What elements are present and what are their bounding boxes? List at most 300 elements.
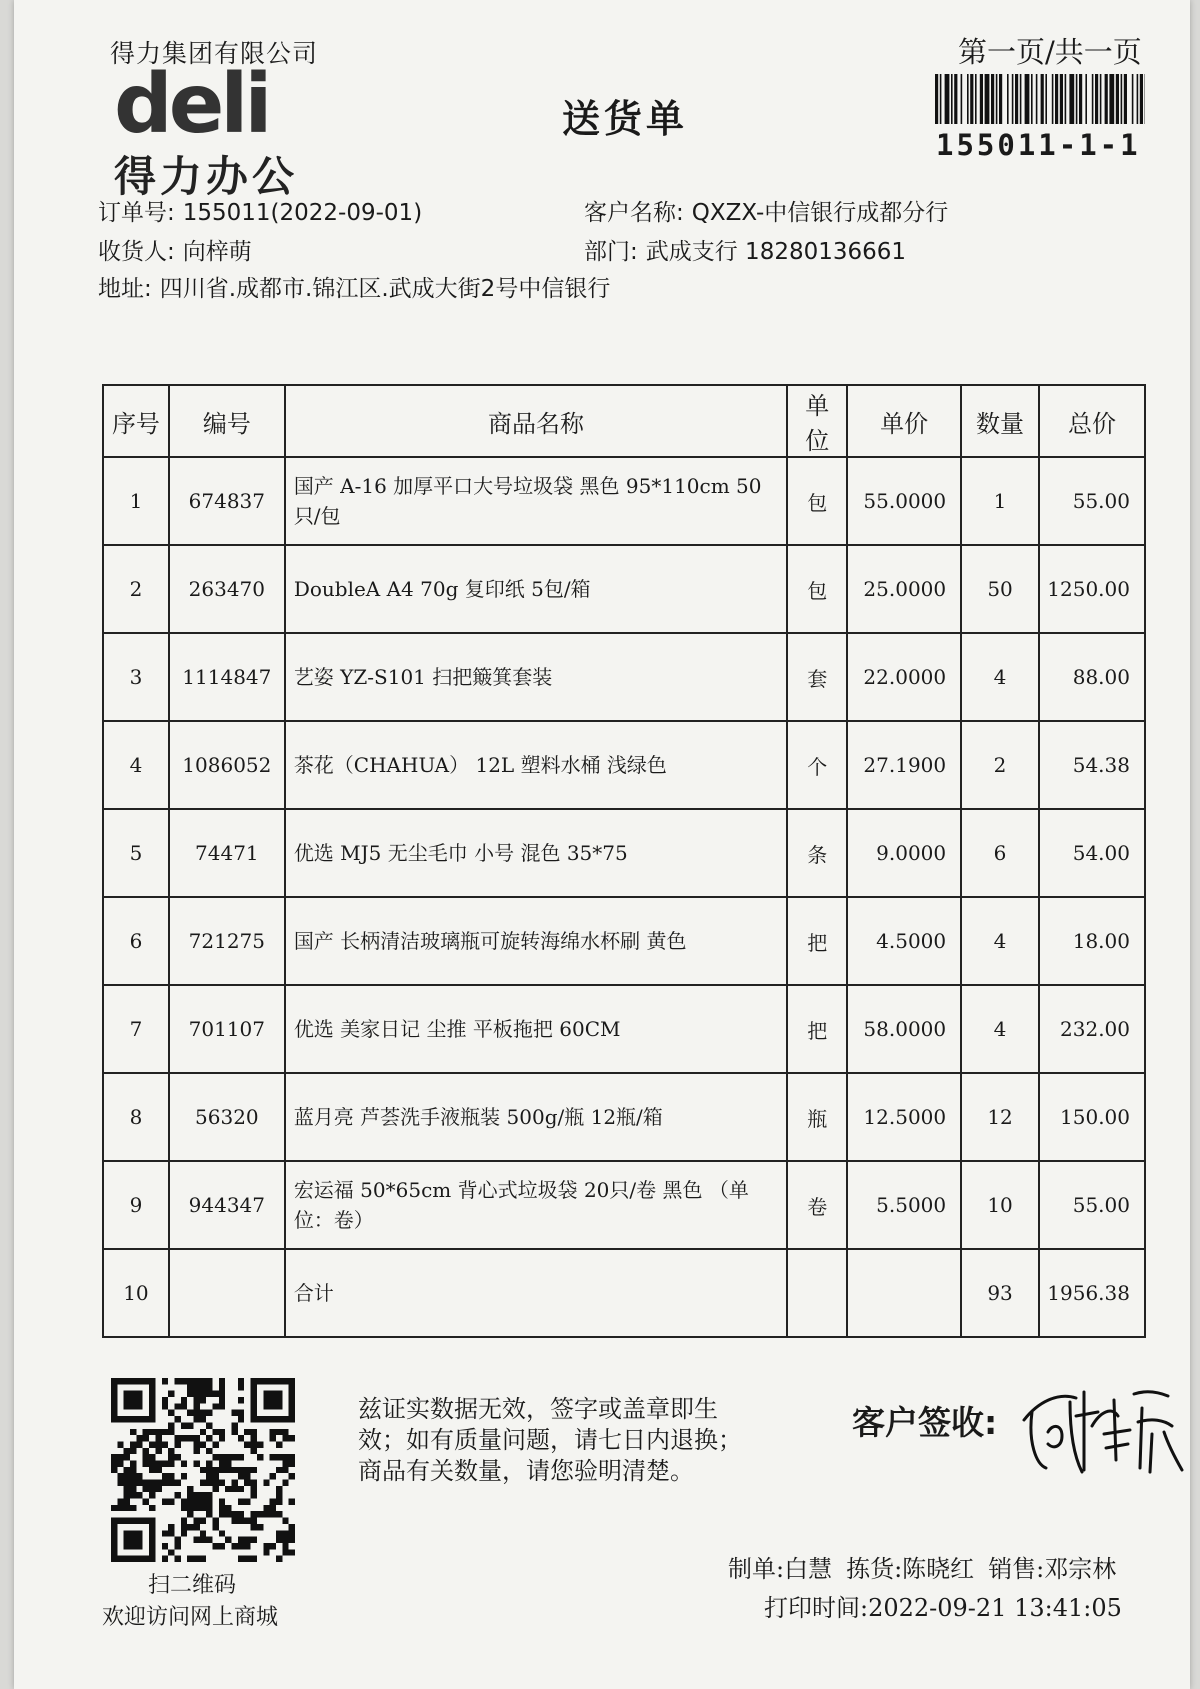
barcode-bar: [1095, 74, 1098, 124]
qr-module: [168, 1524, 174, 1530]
qr-module: [155, 1460, 161, 1466]
qr-module: [238, 1416, 244, 1422]
barcode-bar: [951, 74, 953, 124]
qr-module: [238, 1410, 244, 1416]
qr-module: [282, 1416, 288, 1422]
qr-module: [270, 1473, 276, 1479]
qr-module: [162, 1530, 168, 1536]
qr-module: [181, 1524, 187, 1530]
qr-module: [200, 1505, 206, 1511]
department-value: 武成支行 18280136661: [645, 239, 907, 265]
row-unit-price: 9.0000: [847, 809, 961, 897]
deli-logo-text: deli: [114, 66, 269, 146]
qr-module: [124, 1454, 130, 1460]
qr-module: [244, 1499, 250, 1505]
qr-module: [219, 1435, 225, 1441]
row-unit-price: 22.0000: [847, 633, 961, 721]
qr-module: [111, 1518, 117, 1524]
qr-module: [282, 1460, 288, 1466]
qr-module: [200, 1397, 206, 1403]
qr-module: [244, 1429, 250, 1435]
qr-module: [232, 1511, 238, 1517]
row-code: 1114847: [169, 633, 285, 721]
barcode-bar: [1055, 74, 1058, 124]
qr-module: [117, 1505, 123, 1511]
barcode-bar: [1065, 74, 1067, 124]
qr-module: [282, 1518, 288, 1524]
qr-module: [225, 1486, 231, 1492]
qr-module: [238, 1486, 244, 1492]
qr-module: [193, 1556, 199, 1562]
qr-module: [219, 1384, 225, 1390]
qr-module: [117, 1441, 123, 1447]
qr-module: [117, 1518, 123, 1524]
qr-module: [187, 1486, 193, 1492]
department: [584, 233, 906, 266]
qr-module: [282, 1429, 288, 1435]
row-quantity: 4: [961, 985, 1039, 1073]
qr-module: [111, 1543, 117, 1549]
qr-module: [111, 1378, 117, 1384]
row-product-name: 优选 MJ5 无尘毛巾 小号 混色 35*75: [285, 809, 787, 897]
qr-module: [289, 1397, 295, 1403]
qr-module: [149, 1480, 155, 1486]
qr-module: [181, 1397, 187, 1403]
qr-module: [244, 1441, 250, 1447]
qr-module: [263, 1403, 269, 1409]
qr-module: [206, 1391, 212, 1397]
sales: 销售:邓宗林: [988, 1555, 1117, 1583]
customer-name: [584, 194, 948, 227]
qr-module: [193, 1397, 199, 1403]
qr-module: [162, 1480, 168, 1486]
qr-module: [149, 1454, 155, 1460]
qr-module: [181, 1460, 187, 1466]
qr-module: [219, 1543, 225, 1549]
qr-module: [200, 1429, 206, 1435]
table-row: [103, 633, 1145, 721]
qr-module: [130, 1480, 136, 1486]
qr-module: [136, 1378, 142, 1384]
barcode-bar: [1025, 74, 1030, 124]
qr-module: [289, 1524, 295, 1530]
row-quantity: 93: [961, 1249, 1039, 1337]
qr-module: [232, 1454, 238, 1460]
qr-module: [206, 1505, 212, 1511]
header-seq: 序号: [103, 385, 169, 457]
qr-module: [111, 1524, 117, 1530]
row-product-name: 合计: [285, 1249, 787, 1337]
qr-module: [225, 1460, 231, 1466]
qr-module: [263, 1505, 269, 1511]
qr-module: [263, 1480, 269, 1486]
qr-module: [130, 1473, 136, 1479]
qr-module: [238, 1537, 244, 1543]
qr-module: [257, 1378, 263, 1384]
qr-module: [251, 1441, 257, 1447]
row-seq: 10: [103, 1249, 169, 1337]
qr-module: [136, 1416, 142, 1422]
barcode-bar: [1060, 74, 1063, 124]
qr-module: [206, 1422, 212, 1428]
qr-module: [251, 1524, 257, 1530]
row-product-name: 艺姿 YZ-S101 扫把簸箕套装: [285, 633, 787, 721]
table-row: [103, 1249, 1145, 1337]
row-unit: 卷: [787, 1161, 847, 1249]
qr-module: [276, 1499, 282, 1505]
qr-module: [200, 1556, 206, 1562]
row-total: 1956.38: [1039, 1249, 1145, 1337]
qr-module: [130, 1556, 136, 1562]
qr-module: [174, 1416, 180, 1422]
qr-module: [136, 1441, 142, 1447]
qr-module: [276, 1429, 282, 1435]
qr-module: [251, 1378, 257, 1384]
qr-module: [289, 1549, 295, 1555]
qr-module: [200, 1492, 206, 1498]
qr-module: [276, 1378, 282, 1384]
qr-module: [289, 1378, 295, 1384]
qr-module: [168, 1460, 174, 1466]
qr-module: [193, 1537, 199, 1543]
qr-module: [257, 1511, 263, 1517]
qr-module: [193, 1492, 199, 1498]
qr-module: [251, 1486, 257, 1492]
qr-module: [219, 1499, 225, 1505]
qr-module: [149, 1524, 155, 1530]
qr-module: [168, 1499, 174, 1505]
picker: 拣货:陈晓红: [846, 1555, 975, 1583]
header-unit-price: 单价: [847, 385, 961, 457]
row-total: 150.00: [1039, 1073, 1145, 1161]
qr-module: [232, 1486, 238, 1492]
qr-module: [143, 1460, 149, 1466]
barcode-bar: [1105, 74, 1108, 124]
qr-module: [130, 1543, 136, 1549]
qr-module: [289, 1530, 295, 1536]
qr-module: [130, 1378, 136, 1384]
barcode-bar: [1007, 74, 1009, 124]
qr-module: [168, 1454, 174, 1460]
qr-module: [206, 1435, 212, 1441]
qr-module: [168, 1530, 174, 1536]
qr-module: [282, 1537, 288, 1543]
qr-module: [213, 1486, 219, 1492]
qr-module: [219, 1480, 225, 1486]
qr-module: [200, 1537, 206, 1543]
qr-module: [162, 1441, 168, 1447]
table-row: [103, 897, 1145, 985]
qr-module: [187, 1492, 193, 1498]
qr-module: [270, 1391, 276, 1397]
barcode-bar: [1109, 74, 1114, 124]
qr-module: [111, 1537, 117, 1543]
delivery-note-paper: [14, 0, 1190, 1689]
customer-name-value: QXZX-中信银行成都分行: [691, 200, 949, 226]
qr-module: [225, 1467, 231, 1473]
row-unit-price: 27.1900: [847, 721, 961, 809]
qr-module: [181, 1422, 187, 1428]
barcode-bar: [1092, 74, 1094, 124]
qr-module: [162, 1499, 168, 1505]
qr-module: [213, 1454, 219, 1460]
qr-module: [181, 1499, 187, 1505]
qr-module: [206, 1473, 212, 1479]
qr-module: [130, 1397, 136, 1403]
qr-module: [282, 1549, 288, 1555]
qr-module: [206, 1499, 212, 1505]
qr-module: [149, 1543, 155, 1549]
qr-module: [289, 1410, 295, 1416]
qr-module: [124, 1530, 130, 1536]
qr-module: [206, 1448, 212, 1454]
qr-module: [168, 1480, 174, 1486]
qr-module: [276, 1467, 282, 1473]
qr-module: [181, 1403, 187, 1409]
qr-module: [219, 1397, 225, 1403]
header-code: 编号: [169, 385, 285, 457]
qr-module: [257, 1441, 263, 1447]
company-name: 得力集团有限公司: [110, 39, 319, 68]
qr-module: [130, 1505, 136, 1511]
qr-module: [193, 1441, 199, 1447]
qr-module: [124, 1473, 130, 1479]
qr-module: [124, 1448, 130, 1454]
row-total: 232.00: [1039, 985, 1145, 1073]
qr-module: [276, 1556, 282, 1562]
header-quantity: 数量: [961, 385, 1039, 457]
qr-module: [251, 1429, 257, 1435]
header-unit: 单位: [787, 385, 847, 457]
qr-module: [219, 1454, 225, 1460]
qr-module: [181, 1378, 187, 1384]
qr-module: [206, 1467, 212, 1473]
row-code: 56320: [169, 1073, 285, 1161]
row-code: 1086052: [169, 721, 285, 809]
row-seq: 1: [103, 457, 169, 545]
table-row: [103, 1161, 1145, 1249]
qr-module: [251, 1537, 257, 1543]
header-total: 总价: [1039, 385, 1145, 457]
qr-module: [174, 1543, 180, 1549]
qr-module: [193, 1518, 199, 1524]
qr-module: [111, 1549, 117, 1555]
qr-module: [289, 1473, 295, 1479]
qr-module: [162, 1556, 168, 1562]
qr-module: [181, 1435, 187, 1441]
qr-module: [270, 1511, 276, 1517]
row-unit: 个: [787, 721, 847, 809]
qr-module: [244, 1556, 250, 1562]
qr-module: [238, 1397, 244, 1403]
qr-module: [219, 1391, 225, 1397]
customer-name-label: 客户名称:: [584, 200, 684, 226]
qr-module: [181, 1518, 187, 1524]
row-code: 74471: [169, 809, 285, 897]
qr-module: [270, 1378, 276, 1384]
row-code: 944347: [169, 1161, 285, 1249]
qr-module: [143, 1499, 149, 1505]
qr-module: [149, 1410, 155, 1416]
qr-module: [174, 1378, 180, 1384]
qr-module: [193, 1448, 199, 1454]
qr-module: [257, 1454, 263, 1460]
barcode-bar: [1015, 74, 1018, 124]
qr-module: [251, 1518, 257, 1524]
qr-module: [136, 1435, 142, 1441]
barcode-bar: [935, 74, 938, 124]
qr-module: [276, 1441, 282, 1447]
row-unit: 包: [787, 545, 847, 633]
qr-module: [117, 1473, 123, 1479]
qr-module: [124, 1537, 130, 1543]
row-total: 1250.00: [1039, 545, 1145, 633]
qr-module: [181, 1505, 187, 1511]
qr-caption-store: 欢迎访问网上商城: [102, 1605, 279, 1630]
qr-module: [232, 1410, 238, 1416]
qr-code: [111, 1378, 295, 1562]
qr-module: [206, 1410, 212, 1416]
table-header-row: [103, 385, 1145, 457]
qr-module: [136, 1556, 142, 1562]
qr-module: [149, 1403, 155, 1409]
qr-module: [244, 1467, 250, 1473]
qr-module: [200, 1480, 206, 1486]
qr-module: [193, 1524, 199, 1530]
qr-module: [187, 1499, 193, 1505]
qr-module: [213, 1480, 219, 1486]
row-quantity: 10: [961, 1161, 1039, 1249]
qr-module: [289, 1384, 295, 1390]
qr-module: [124, 1397, 130, 1403]
receiver-value: 向梓萌: [182, 239, 252, 265]
qr-module: [251, 1416, 257, 1422]
row-unit: 包: [787, 457, 847, 545]
qr-module: [282, 1530, 288, 1536]
row-seq: 5: [103, 809, 169, 897]
qr-module: [181, 1473, 187, 1479]
qr-module: [238, 1467, 244, 1473]
barcode-bar: [1100, 74, 1102, 124]
row-seq: 2: [103, 545, 169, 633]
qr-module: [238, 1499, 244, 1505]
qr-module: [219, 1505, 225, 1511]
qr-module: [263, 1549, 269, 1555]
qr-module: [136, 1530, 142, 1536]
barcode-bar: [1076, 74, 1078, 124]
qr-module: [136, 1492, 142, 1498]
barcode-number: 155011-1-1: [936, 128, 1141, 162]
qr-module: [187, 1524, 193, 1530]
qr-module: [282, 1435, 288, 1441]
order-number-label: 订单号:: [98, 200, 175, 226]
qr-module: [257, 1416, 263, 1422]
qr-module: [124, 1556, 130, 1562]
qr-module: [111, 1416, 117, 1422]
qr-module: [149, 1416, 155, 1422]
qr-module: [282, 1480, 288, 1486]
row-quantity: 2: [961, 721, 1039, 809]
row-total: 88.00: [1039, 633, 1145, 721]
row-seq: 9: [103, 1161, 169, 1249]
qr-module: [251, 1511, 257, 1517]
barcode-bar: [1041, 74, 1044, 124]
row-product-name: 国产 长柄清洁玻璃瓶可旋转海绵水杯刷 黄色: [285, 897, 787, 985]
qr-module: [143, 1378, 149, 1384]
qr-module: [117, 1416, 123, 1422]
qr-module: [276, 1397, 282, 1403]
qr-module: [181, 1530, 187, 1536]
qr-module: [130, 1448, 136, 1454]
staff-info: [728, 1549, 1130, 1584]
qr-module: [219, 1403, 225, 1409]
qr-module: [174, 1492, 180, 1498]
qr-module: [149, 1505, 155, 1511]
qr-module: [193, 1403, 199, 1409]
print-time: 打印时间:2022-09-21 13:41:05: [764, 1594, 1122, 1622]
barcode: [935, 74, 1145, 124]
qr-module: [117, 1378, 123, 1384]
qr-module: [124, 1518, 130, 1524]
qr-module: [149, 1549, 155, 1555]
qr-module: [155, 1435, 161, 1441]
customer-sign-label: 客户签收:: [852, 1403, 998, 1442]
qr-module: [200, 1416, 206, 1422]
barcode-bar: [1069, 74, 1074, 124]
qr-module: [117, 1499, 123, 1505]
qr-module: [289, 1416, 295, 1422]
address-label: 地址:: [98, 276, 152, 302]
qr-module: [130, 1416, 136, 1422]
qr-module: [124, 1492, 130, 1498]
table-row: [103, 721, 1145, 809]
qr-module: [200, 1410, 206, 1416]
header-product-name: 商品名称: [285, 385, 787, 457]
row-quantity: 50: [961, 545, 1039, 633]
row-quantity: 4: [961, 633, 1039, 721]
qr-module: [187, 1422, 193, 1428]
qr-module: [270, 1429, 276, 1435]
qr-module: [232, 1480, 238, 1486]
barcode-bar: [996, 74, 998, 124]
address: [98, 270, 610, 303]
row-seq: 7: [103, 985, 169, 1073]
qr-module: [162, 1543, 168, 1549]
row-product-name: 蓝月亮 芦荟洗手液瓶装 500g/瓶 12瓶/箱: [285, 1073, 787, 1161]
barcode-bar: [1085, 74, 1087, 124]
qr-module: [206, 1384, 212, 1390]
qr-module: [124, 1403, 130, 1409]
barcode-bar: [1140, 74, 1143, 124]
qr-module: [162, 1460, 168, 1466]
qr-module: [193, 1499, 199, 1505]
qr-module: [238, 1435, 244, 1441]
row-unit-price: 4.5000: [847, 897, 961, 985]
qr-module: [193, 1416, 199, 1422]
qr-module: [136, 1480, 142, 1486]
table-row: [103, 809, 1145, 897]
row-total: 55.00: [1039, 1161, 1145, 1249]
qr-module: [219, 1467, 225, 1473]
qr-module: [143, 1448, 149, 1454]
qr-module: [232, 1429, 238, 1435]
qr-module: [213, 1524, 219, 1530]
qr-module: [282, 1454, 288, 1460]
qr-module: [162, 1473, 168, 1479]
qr-module: [149, 1378, 155, 1384]
qr-module: [174, 1441, 180, 1447]
qr-module: [174, 1556, 180, 1562]
